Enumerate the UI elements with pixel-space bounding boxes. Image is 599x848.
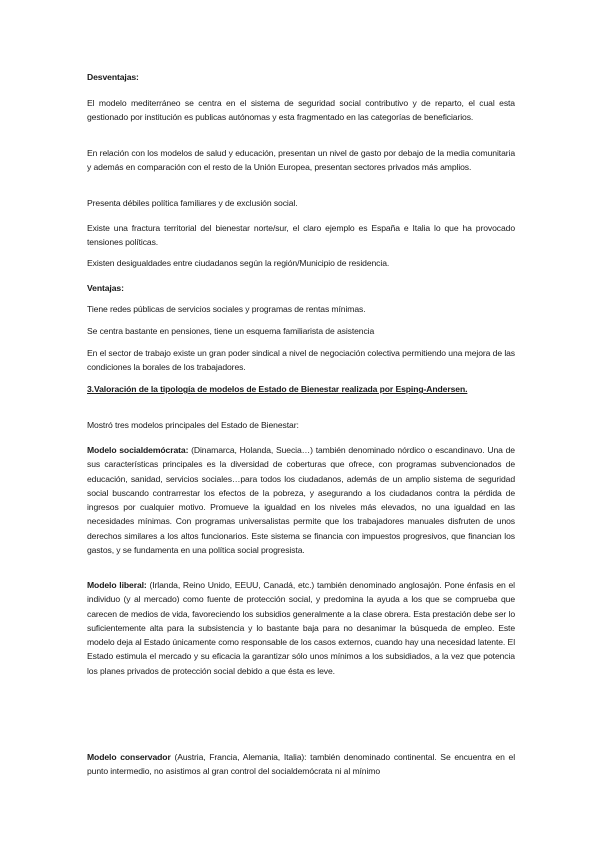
model-conservador-name: Modelo conservador xyxy=(87,752,171,762)
model-liberal-name: Modelo liberal: xyxy=(87,580,147,590)
desventajas-paragraph-2: En relación con los modelos de salud y educación, presentan un nivel de gasto por debajo de la media comunitaria y además en comparación con el resto de la Unión Europea, presentan sectores privados más amplios. xyxy=(87,148,515,173)
model-socialdemocrata-text: (Dinamarca, Holanda, Suecia…) también denominado nórdico o escandinavo. Una de sus características principales es la diversidad de coberturas que ofrece, con programas subvencionados de educación, sanidad, servicios sociales…para todos los ciudadanos, además de un amplio sistema de seguridad social buscando contrarrestar los efectos de la pobreza, y asegurando a los ciudadanos contra la pérdida de ingresos por cualquier motivo. Promueve la igualdad en los niveles más elevados, no una igualdad en las necesidades mínimas. Con programas universalistas permite que los trabajadores manuales disfruten de unos derechos similares a los altos funcionarios. Este sistema se financia con impuestos progresivos, que financian los gastos, y se fundamenta en una política social progresista. xyxy=(87,445,515,556)
model-conservador-paragraph xyxy=(87,750,515,779)
ventajas-heading: Ventajas: xyxy=(87,283,124,293)
section3-intro: Mostró tres modelos principales del Estado de Bienestar: xyxy=(87,420,299,430)
model-liberal-text: (Irlanda, Reino Unido, EEUU, Canadá, etc.) también denominado anglosajón. Pone énfasis en el individuo (y al mercado) como fuente de protección social, y predomina la ayuda a los que se comprueba que carecen de medios de vida, favoreciendo los subsidios generalmente a la clase obrera. Esta prestación debe ser lo suficientemente alta para la subsistencia y lo bastante baja para no desanimar la búsqueda de empleo. Este modelo deja al Estado únicamente como responsable de los casos externos, cuando hay una necesidad latente. El Estado estimula el mercado y su eficacia la garantizar sólo unos mínimos a los subsidiados, a la vez que potencia los planes privados de protección social debido a que ésta es leve. xyxy=(87,580,515,676)
desventajas-paragraph-3: Presenta débiles política familiares y de exclusión social. xyxy=(87,198,298,208)
desventajas-heading: Desventajas: xyxy=(87,72,139,82)
ventajas-paragraph-3: En el sector de trabajo existe un gran poder sindical a nivel de negociación colectiva permitiendo una mejora de las condiciones la borales de los trabajadores. xyxy=(87,348,515,373)
model-conservador-text: (Austria, Francia, Alemania, Italia): también denominado continental. Se encuentra en el punto intermedio, no asistimos al gran control del socialdemócrata ni al mínimo xyxy=(87,752,516,777)
desventajas-paragraph-5: Existen desigualdades entre ciudadanos según la región/Municipio de residencia. xyxy=(87,258,390,268)
ventajas-paragraph-1: Tiene redes públicas de servicios sociales y programas de rentas mínimas. xyxy=(87,304,366,314)
ventajas-paragraph-2: Se centra bastante en pensiones, tiene un esquema familiarista de asistencia xyxy=(87,326,375,336)
model-socialdemocrata-name: Modelo socialdemócrata: xyxy=(87,445,189,455)
desventajas-paragraph-4: Existe una fractura territorial del bienestar norte/sur, el claro ejemplo es España e Italia lo que ha provocado tensiones políticas. xyxy=(87,223,515,248)
model-liberal-paragraph xyxy=(87,578,515,678)
desventajas-paragraph-1: El modelo mediterráneo se centra en el sistema de seguridad social contributivo y de reparto, el cual esta gestionado por institución es publicas autónomas y esta fragmentado en las categorías de beneficiarios. xyxy=(87,98,515,123)
model-socialdemocrata-paragraph xyxy=(87,443,515,557)
section3-heading: 3.Valoración de la tipología de modelos de Estado de Bienestar realizada por Esping-Andersen. xyxy=(87,384,468,394)
